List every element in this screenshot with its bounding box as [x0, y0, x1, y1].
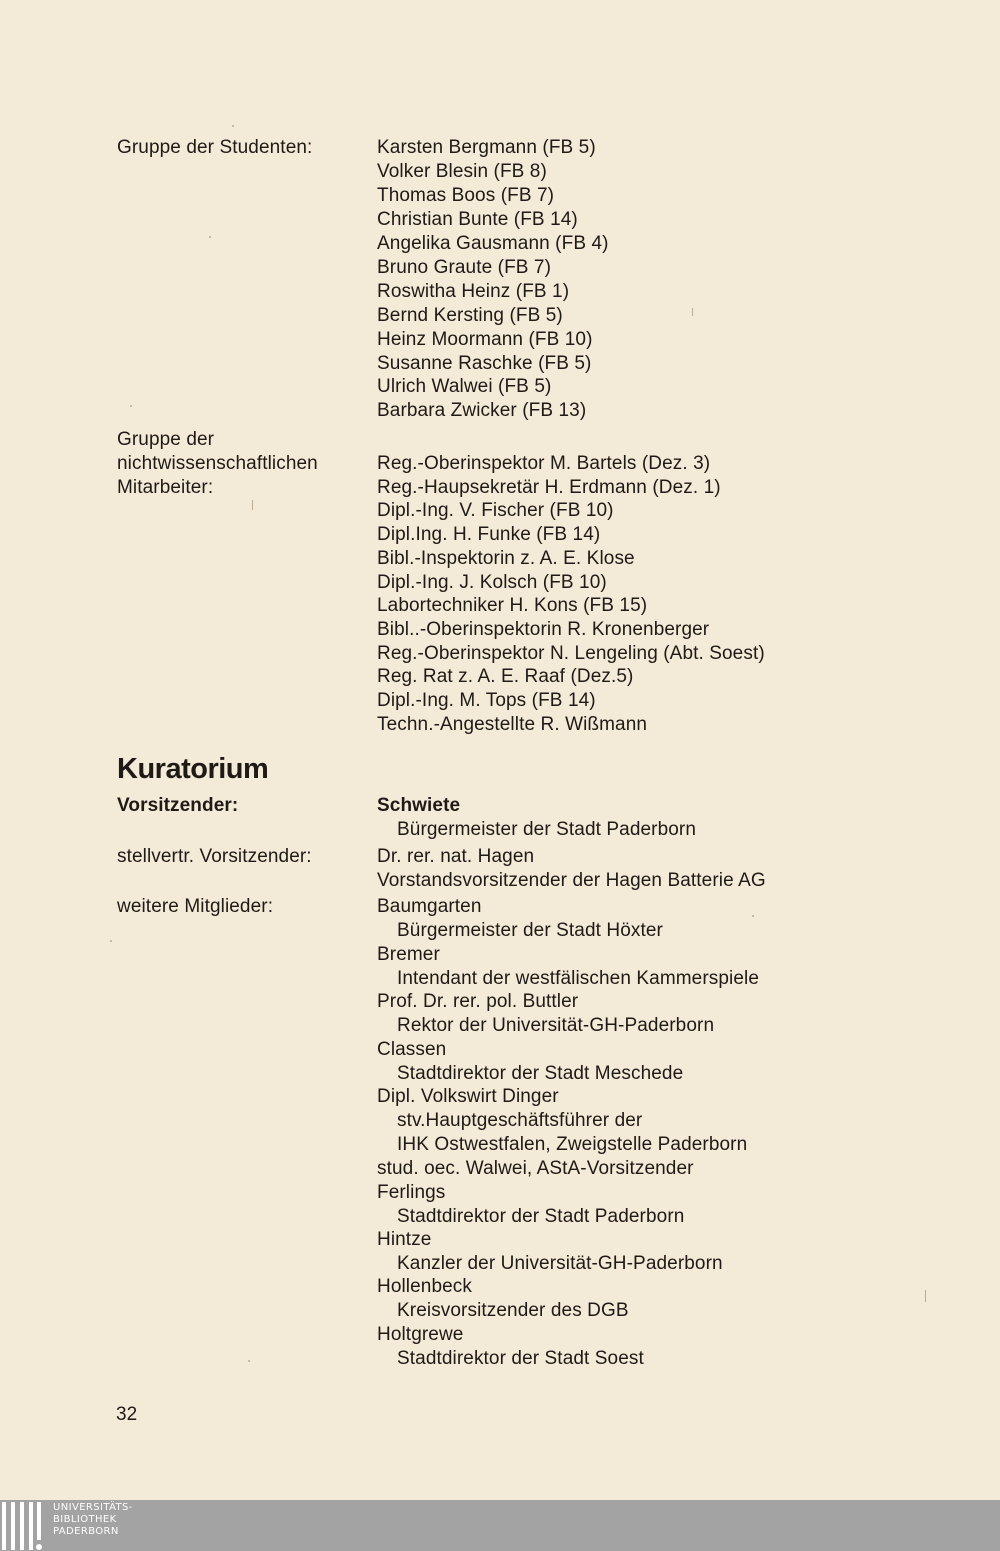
- list-item: Reg.-Haupsekretär H. Erdmann (Dez. 1): [377, 477, 721, 498]
- paper-speck: [110, 940, 112, 942]
- chair-label: Vorsitzender:: [117, 795, 239, 816]
- member-role: Bürgermeister der Stadt Höxter: [397, 920, 663, 941]
- list-item: Reg. Rat z. A. E. Raaf (Dez.5): [377, 666, 634, 687]
- page-number: 32: [116, 1404, 138, 1425]
- paper-speck: [232, 125, 234, 127]
- member-role: IHK Ostwestfalen, Zweigstelle Paderborn: [397, 1134, 748, 1155]
- list-item: Bruno Graute (FB 7): [377, 257, 552, 278]
- paper-speck: [925, 1290, 926, 1302]
- list-item: Bibl.-Inspektorin z. A. E. Klose: [377, 548, 635, 569]
- member-role: Rektor der Universität-GH-Paderborn: [397, 1015, 715, 1036]
- list-item: Karsten Bergmann (FB 5): [377, 137, 596, 158]
- member-name: stud. oec. Walwei, AStA-Vorsitzender: [377, 1158, 694, 1179]
- vice-name: Dr. rer. nat. Hagen: [377, 846, 535, 867]
- list-item: Bernd Kersting (FB 5): [377, 305, 563, 326]
- section-heading: Kuratorium: [117, 753, 269, 785]
- member-role: Intendant der westfälischen Kammerspiele: [397, 968, 760, 989]
- list-item: Labortechniker H. Kons (FB 15): [377, 595, 648, 616]
- list-item: Ulrich Walwei (FB 5): [377, 376, 552, 397]
- others-label: weitere Mitglieder:: [117, 896, 274, 917]
- chair-name: Schwiete: [377, 795, 461, 816]
- paper-speck: [130, 405, 132, 407]
- staff-label-line: Gruppe der: [117, 429, 215, 450]
- member-name: Bremer: [377, 944, 440, 965]
- paper-speck: [209, 236, 211, 238]
- library-name: [53, 1502, 133, 1538]
- chair-role: Bürgermeister der Stadt Paderborn: [397, 819, 697, 840]
- list-item: Dipl.-Ing. V. Fischer (FB 10): [377, 500, 614, 521]
- list-item: Bibl..-Oberinspektorin R. Kronenberger: [377, 619, 710, 640]
- list-item: Dipl.-Ing. J. Kolsch (FB 10): [377, 572, 607, 593]
- list-item: Christian Bunte (FB 14): [377, 209, 578, 230]
- list-item: Angelika Gausmann (FB 4): [377, 233, 609, 254]
- list-item: Thomas Boos (FB 7): [377, 185, 555, 206]
- member-role: stv.Hauptgeschäftsführer der: [397, 1110, 643, 1131]
- member-name: Prof. Dr. rer. pol. Buttler: [377, 991, 579, 1012]
- vice-role: Vorstandsvorsitzender der Hagen Batterie AG: [377, 870, 766, 891]
- member-name: Holtgrewe: [377, 1324, 464, 1345]
- member-name: Classen: [377, 1039, 447, 1060]
- library-name-line: BIBLIOTHEK: [53, 1514, 117, 1525]
- paper-speck: [752, 915, 754, 917]
- paper-speck: [692, 308, 693, 316]
- students-label: Gruppe der Studenten:: [117, 137, 313, 158]
- list-item: Susanne Raschke (FB 5): [377, 353, 592, 374]
- member-name: Baumgarten: [377, 896, 482, 917]
- list-item: Barbara Zwicker (FB 13): [377, 400, 587, 421]
- member-name: Hintze: [377, 1229, 432, 1250]
- staff-label-line: nichtwissenschaftlichen: [117, 453, 318, 474]
- list-item: Roswitha Heinz (FB 1): [377, 281, 570, 302]
- member-role: Stadtdirektor der Stadt Paderborn: [397, 1206, 685, 1227]
- paper-speck: [252, 500, 253, 510]
- member-role: Kreisvorsitzender des DGB: [397, 1300, 629, 1321]
- list-item: Reg.-Oberinspektor M. Bartels (Dez. 3): [377, 453, 711, 474]
- list-item: Volker Blesin (FB 8): [377, 161, 547, 182]
- member-name: Hollenbeck: [377, 1276, 472, 1297]
- list-item: Reg.-Oberinspektor N. Lengeling (Abt. Soest): [377, 643, 765, 664]
- library-footer: [0, 1500, 1000, 1551]
- vice-label: stellvertr. Vorsitzender:: [117, 846, 312, 867]
- member-name: Ferlings: [377, 1182, 446, 1203]
- member-name: Dipl. Volkswirt Dinger: [377, 1086, 559, 1107]
- member-role: Kanzler der Universität-GH-Paderborn: [397, 1253, 723, 1274]
- list-item: Heinz Moormann (FB 10): [377, 329, 593, 350]
- member-role: Stadtdirektor der Stadt Meschede: [397, 1063, 684, 1084]
- list-item: Techn.-Angestellte R. Wißmann: [377, 714, 648, 735]
- library-name-line: PADERBORN: [53, 1526, 119, 1537]
- list-item: Dipl.-Ing. M. Tops (FB 14): [377, 690, 596, 711]
- library-logo-icon: [0, 1502, 50, 1550]
- paper-speck: [248, 1360, 250, 1362]
- member-role: Stadtdirektor der Stadt Soest: [397, 1348, 644, 1369]
- staff-label-line: Mitarbeiter:: [117, 477, 214, 498]
- library-name-line: UNIVERSITÄTS-: [53, 1502, 133, 1513]
- list-item: Dipl.Ing. H. Funke (FB 14): [377, 524, 601, 545]
